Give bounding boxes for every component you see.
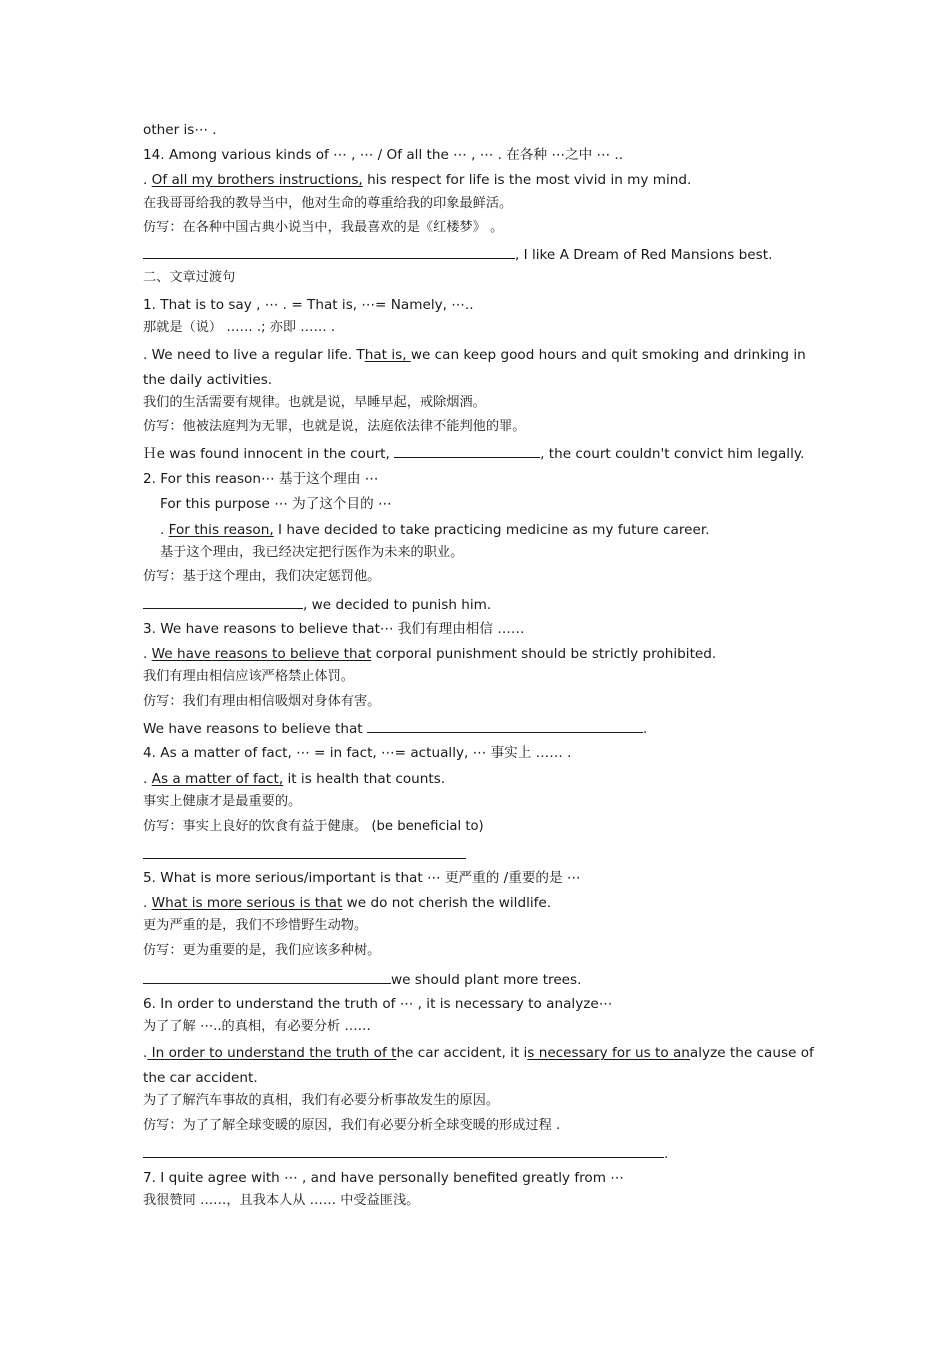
text-run: .: [664, 1146, 669, 1162]
translation-line: 为了了解 ⋯..的真相，有必要分析 ……: [143, 1019, 371, 1034]
example-sentence: [143, 346, 806, 364]
item-2-subheading: For this purpose ⋯ 为了这个目的 ⋯: [160, 496, 392, 512]
answer-blank[interactable]: [143, 595, 303, 609]
text-run: we do not cherish the wildlife.: [342, 895, 552, 911]
translation-line: 我很赞同 ……，且我本人从 …… 中受益匪浅。: [143, 1193, 420, 1208]
underlined-phrase: hat is,: [364, 347, 411, 363]
underlined-phrase: We have reasons to believe that: [151, 646, 372, 662]
imitation-prompt: 仿写：我们有理由相信吸烟对身体有害。: [143, 694, 381, 709]
translation-line: 为了了解汽车事故的真相，我们有必要分析事故发生的原因。: [143, 1093, 500, 1108]
fill-in-line: [143, 595, 491, 614]
text-run: .: [143, 771, 152, 787]
text-line: other is⋯ .: [143, 122, 217, 138]
answer-blank[interactable]: [394, 444, 540, 458]
item-5-heading: 5. What is more serious/important is that ⋯ 更严重的 /重要的是 ⋯: [143, 870, 581, 886]
imitation-prompt: 仿写：更为重要的是，我们应该多种树。: [143, 943, 381, 958]
imitation-prompt: 仿写：事实上良好的饮食有益于健康。 (be beneficial to): [143, 819, 484, 834]
item-3-heading: 3. We have reasons to believe that⋯ 我们有理由相信 ……: [143, 621, 525, 637]
underlined-phrase: As a matter of fact,: [151, 771, 284, 787]
text-run: We have reasons to believe that: [143, 721, 367, 737]
item-4-heading: 4. As a matter of fact, ⋯ = in fact, ⋯= actually, ⋯ 事实上 …… .: [143, 745, 572, 761]
imitation-prompt: 仿写：他被法庭判为无罪，也就是说，法庭依法律不能判他的罪。: [143, 419, 526, 434]
text-run: corporal punishment should be strictly prohibited.: [371, 646, 717, 662]
fill-in-line: [143, 970, 581, 989]
text-run: , we decided to punish him.: [303, 597, 492, 613]
text-run: .: [143, 646, 152, 662]
fill-in-line: [143, 245, 772, 264]
translation-line: 更为严重的是，我们不珍惜野生动物。: [143, 918, 368, 933]
translation-line: 基于这个理由，我已经决定把行医作为未来的职业。: [160, 545, 464, 560]
text-run: .: [642, 721, 648, 737]
item-7-heading: 7. I quite agree with ⋯ , and have personally benefited greatly from ⋯: [143, 1170, 624, 1186]
text-line: the car accident.: [143, 1070, 258, 1086]
fill-in-line: [143, 444, 804, 463]
text-line: the daily activities.: [143, 372, 273, 388]
text-run: he car accident, it i: [396, 1045, 528, 1061]
example-sentence: [143, 171, 691, 189]
translation-line: 我们的生活需要有规律。也就是说，早睡早起，戒除烟酒。: [143, 395, 486, 410]
text-run: , I like A Dream of Red Mansions best.: [515, 247, 773, 263]
translation-line: 我们有理由相信应该严格禁止体罚。: [143, 669, 354, 684]
answer-blank[interactable]: [367, 719, 643, 733]
answer-blank[interactable]: [143, 845, 466, 859]
example-sentence: [143, 645, 716, 663]
underlined-phrase: In order to understand the truth of t: [147, 1045, 397, 1061]
translation-line: 那就是（说） …… .; 亦即 …… .: [143, 320, 336, 335]
text-run: we can keep good hours and quit smoking and drinking in: [410, 347, 806, 363]
text-run: we should plant more trees.: [391, 972, 582, 988]
section-14-heading: 14. Among various kinds of ⋯ , ⋯ / Of all the ⋯ , ⋯ . 在各种 ⋯之中 ⋯ ..: [143, 147, 624, 163]
text-run: alyze the cause of: [689, 1045, 814, 1061]
item-2-heading: 2. For this reason⋯ 基于这个理由 ⋯: [143, 471, 379, 487]
underlined-phrase: What is more serious is that: [151, 895, 343, 911]
text-run: . We need to live a regular life. T: [143, 347, 365, 363]
section-heading: 二、文章过渡句: [143, 270, 236, 285]
text-run: .: [143, 895, 152, 911]
underlined-phrase: For this reason,: [168, 522, 274, 538]
example-sentence: [143, 1044, 814, 1062]
example-sentence: [160, 521, 710, 539]
example-sentence: [143, 770, 445, 788]
underlined-phrase: s necessary for us to an: [527, 1045, 690, 1061]
imitation-prompt: 仿写：为了了解全球变暖的原因，我们有必要分析全球变暖的形成过程 .: [143, 1118, 561, 1133]
translation-line: 事实上健康才是最重要的。: [143, 794, 302, 809]
imitation-prompt: 仿写：在各种中国古典小说当中，我最喜欢的是《红楼梦》 。: [143, 220, 504, 235]
text-run: .: [160, 522, 169, 538]
answer-blank[interactable]: [143, 970, 391, 984]
text-run: .: [143, 1045, 148, 1061]
underlined-phrase: Of all my brothers instructions,: [151, 172, 363, 188]
answer-blank[interactable]: [143, 245, 515, 259]
item-6-heading: 6. In order to understand the truth of ⋯ , it is necessary to analyze⋯: [143, 996, 613, 1012]
text-run: , the court couldn't convict him legally.: [540, 446, 805, 462]
text-run: his respect for life is the most vivid in my mind.: [362, 172, 692, 188]
translation-line: 在我哥哥给我的教导当中，他对生命的尊重给我的印象最鲜活。: [143, 196, 513, 211]
fill-in-line: [143, 719, 647, 738]
text-run: .: [143, 172, 152, 188]
text-run: it is health that counts.: [283, 771, 446, 787]
example-sentence: [143, 894, 551, 912]
text-run: I have decided to take practicing medicine as my future career.: [273, 522, 710, 538]
text-run: Ｈe was found innocent in the court,: [143, 446, 395, 462]
fill-in-line: [143, 845, 466, 864]
item-1-heading: 1. That is to say , ⋯ . = That is, ⋯= Namely, ⋯..: [143, 297, 474, 313]
answer-blank[interactable]: [143, 1144, 664, 1158]
imitation-prompt: 仿写：基于这个理由，我们决定惩罚他。: [143, 569, 381, 584]
fill-in-line: [143, 1144, 668, 1163]
